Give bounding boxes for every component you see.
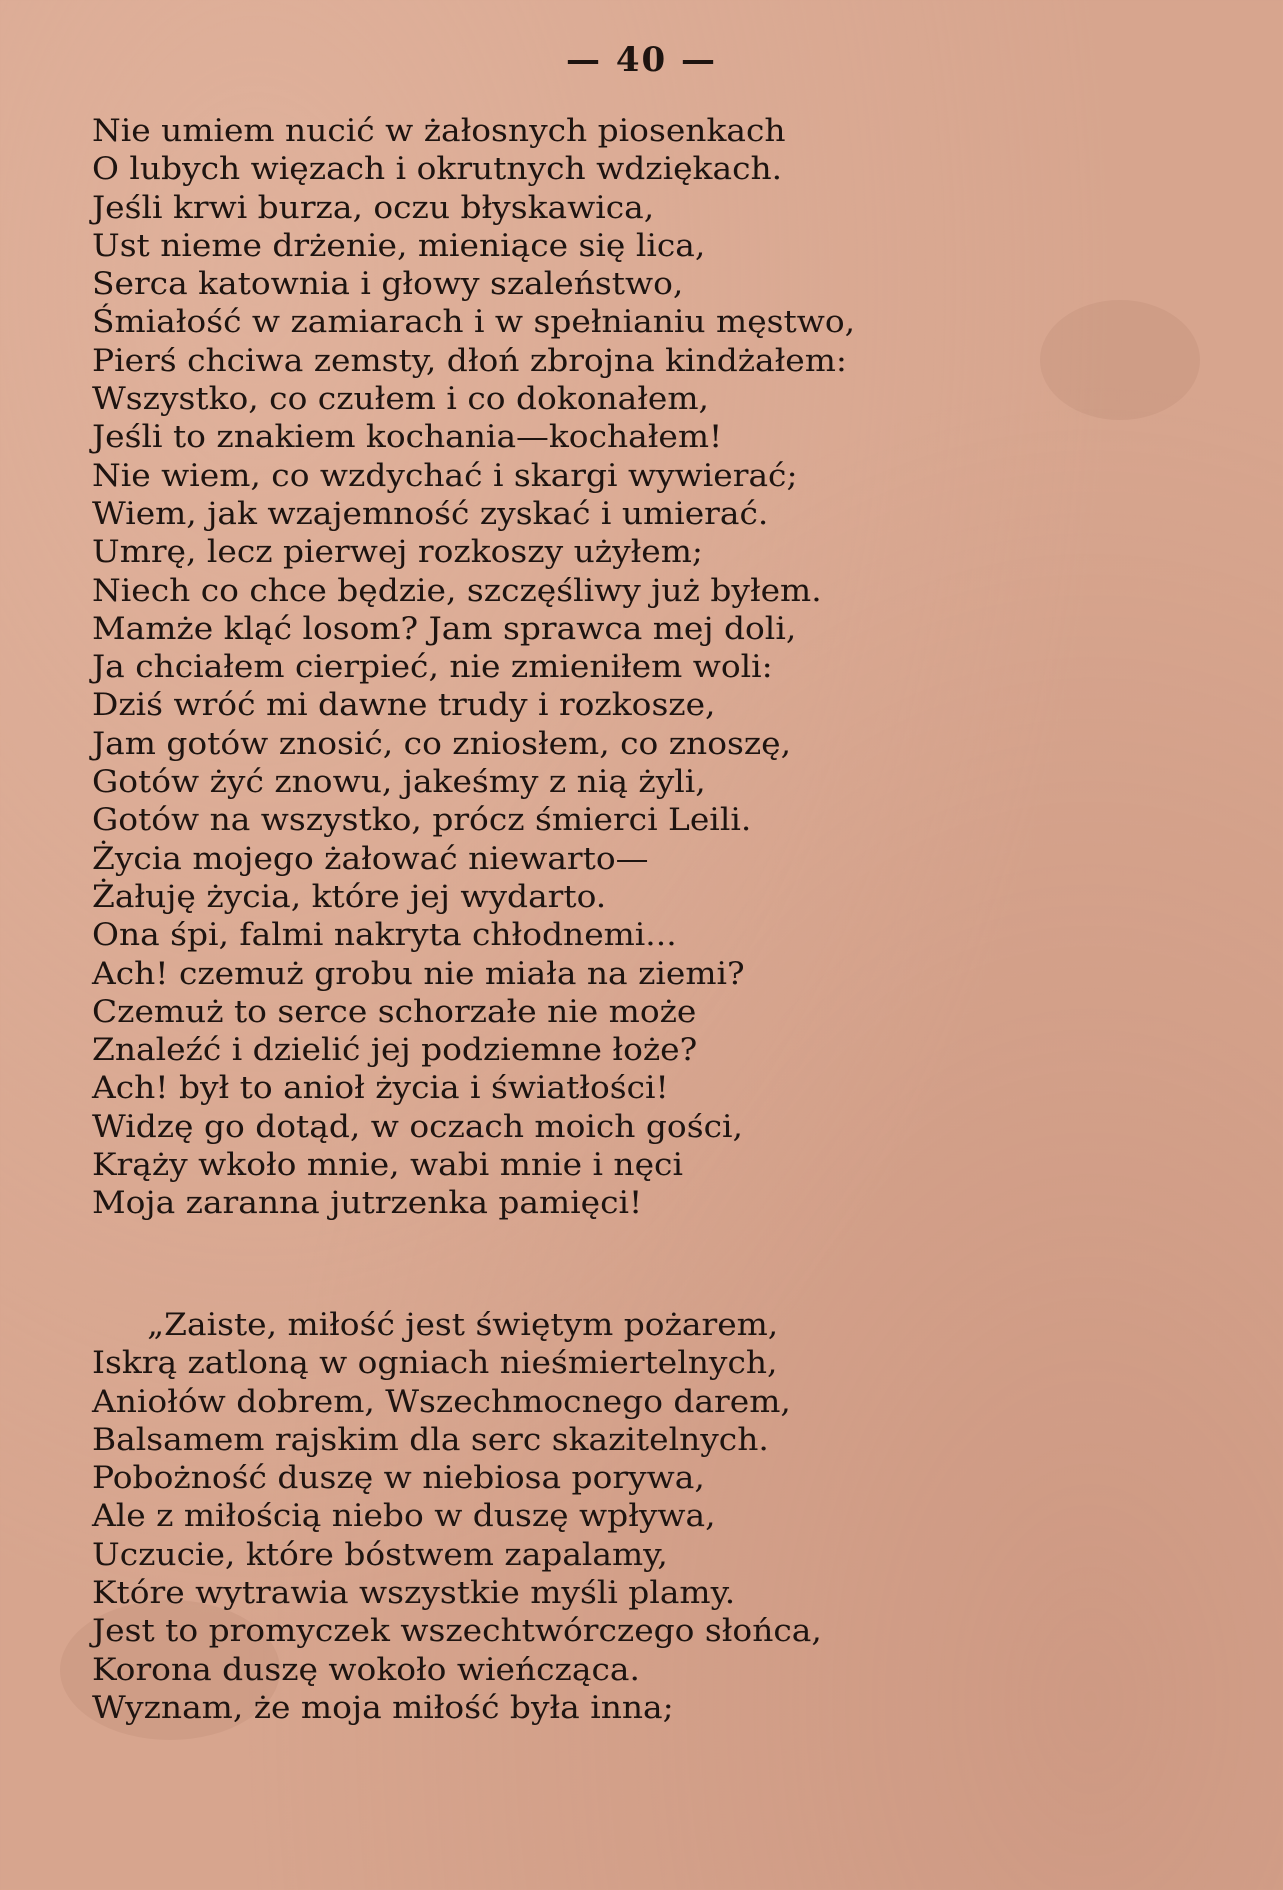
poem-line: Jam gotów znosić, co zniosłem, co znoszę,: [92, 725, 792, 762]
poem-line: Krąży wkoło mnie, wabi mnie i nęci: [92, 1147, 683, 1184]
poem-line: Nie umiem nucić w żałosnych piosenkach: [92, 113, 786, 149]
poem-line: Iskrą zatloną w ogniach nieśmiertelnych,: [92, 1345, 778, 1382]
poem-line: Czemuż to serce schorzałe nie może: [92, 993, 697, 1030]
poem-line: Dziś wróć mi dawne trudy i rozkosze,: [92, 687, 716, 724]
poem-line: Moja zaranna jutrzenka pamięci!: [92, 1185, 643, 1222]
poem-line: Śmiałość w zamiarach i w spełnianiu męstwo,: [92, 304, 856, 341]
poem-line: Jeśli krwi burza, oczu błyskawica,: [92, 189, 655, 226]
poem-line: Umrę, lecz pierwej rozkoszy użyłem;: [92, 534, 703, 571]
poem-line: Ona śpi, falmi nakryta chłodnemi...: [92, 917, 677, 954]
poem-line: Jest to promyczek wszechtwórczego słońca,: [92, 1613, 822, 1650]
poem-line: Pobożność duszę w niebiosa porywa,: [92, 1460, 705, 1497]
poem-line: Widzę go dotąd, w oczach moich gości,: [92, 1108, 743, 1145]
poem-line: Ale z miłością niebo w duszę wpływa,: [92, 1498, 716, 1535]
poem-line: Znaleźć i dzielić jej podziemne łoże?: [92, 1032, 698, 1069]
poem-line: Ja chciałem cierpieć, nie zmieniłem woli:: [92, 649, 773, 686]
poem-line: Ust nieme drżenie, mieniące się lica,: [92, 227, 706, 264]
poem-stanza-2: [92, 1306, 1252, 1727]
poem-line: Niech co chce będzie, szczęśliwy już byłem.: [92, 572, 822, 609]
poem-line: Gotów na wszystko, prócz śmierci Leili.: [92, 802, 752, 839]
poem-line: Serca katownia i głowy szaleństwo,: [92, 266, 684, 303]
poem-line: Uczucie, które bóstwem zapalamy,: [92, 1536, 668, 1573]
poem-line: Aniołów dobrem, Wszechmocnego darem,: [92, 1383, 791, 1420]
poem-line: Pierś chciwa zemsty, dłoń zbrojna kindżałem:: [92, 342, 847, 379]
poem-line: O lubych więzach i okrutnych wdziękach.: [92, 151, 783, 188]
poem-line: Ach! był to anioł życia i światłości!: [92, 1070, 669, 1107]
poem-line: Ach! czemuż grobu nie miała na ziemi?: [92, 955, 745, 992]
poem-line: Mamże kląć losom? Jam sprawca mej doli,: [92, 610, 797, 647]
poem-line: Wszystko, co czułem i co dokonałem,: [92, 381, 709, 418]
poem-line: Wyznam, że moja miłość była inna;: [92, 1689, 674, 1726]
poem-line: Jeśli to znakiem kochania—kochałem!: [92, 419, 723, 456]
poem-line: Które wytrawia wszystkie myśli plamy.: [92, 1575, 736, 1612]
poem-line: „Zaiste, miłość jest świętym pożarem,: [147, 1307, 779, 1343]
poem-line: Balsamem rajskim dla serc skazitelnych.: [92, 1421, 769, 1458]
poem-line: Gotów żyć znowu, jakeśmy z nią żyli,: [92, 764, 706, 801]
poem-line: Życia mojego żałować niewarto—: [92, 840, 649, 877]
page-number: — 40 —: [566, 40, 717, 80]
poem-stanza-1: [92, 112, 1252, 1223]
poem-line: Wiem, jak wzajemność zyskać i umierać.: [92, 495, 769, 532]
poem-line: Nie wiem, co wzdychać i skargi wywierać;: [92, 457, 798, 494]
poem-line: Korona duszę wokoło wieńcząca.: [92, 1651, 640, 1688]
poem-line: Żałuję życia, które jej wydarto.: [92, 878, 607, 915]
